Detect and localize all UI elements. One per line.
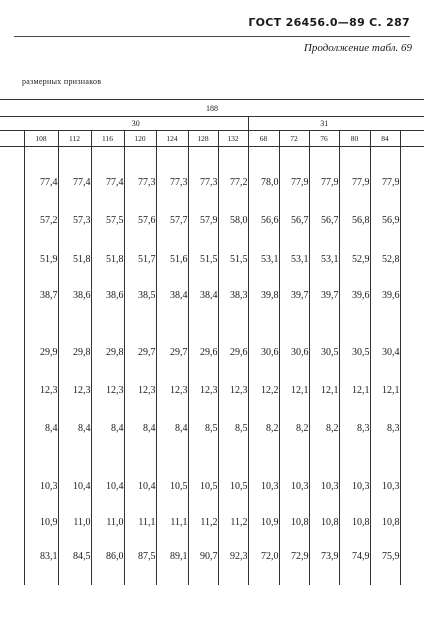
table-subtitle: размерных признаков [22,77,102,86]
table-cell: 87,5 [138,551,156,562]
table-cell: 10,3 [382,481,400,492]
data-column [309,147,339,586]
table-cell: 30,6 [261,347,279,358]
table-cell: 72,0 [261,551,279,562]
table-cell: 73,9 [321,551,339,562]
table-cell: 56,6 [261,215,279,226]
data-column [339,147,370,586]
table-cell: 10,3 [321,481,339,492]
column-header: 124 [156,131,188,147]
column-header: 132 [218,131,248,147]
table-cell: 10,9 [40,517,58,528]
table-cell: 51,8 [73,254,91,265]
table-cell: 8,3 [357,423,370,434]
table-cell: 10,4 [138,481,156,492]
table-cell: 29,9 [40,347,58,358]
table-cell: 12,3 [106,385,124,396]
table-cell: 12,3 [138,385,156,396]
table-cell: 12,2 [261,385,279,396]
data-column [279,147,309,586]
table-cell: 57,7 [170,215,188,226]
table-cell: 8,4 [78,423,91,434]
table-cell: 29,7 [170,347,188,358]
height-header-row [0,100,424,117]
table-cell: 8,4 [175,423,188,434]
table-cell: 51,7 [138,254,156,265]
table-cell: 10,4 [73,481,91,492]
table-cell: 38,3 [230,290,248,301]
data-column [370,147,400,586]
table-cell: 77,3 [170,177,188,188]
table-cell: 77,9 [382,177,400,188]
column-header: 72 [279,131,309,147]
table-cell: 75,9 [382,551,400,562]
table-cell: 10,5 [230,481,248,492]
table-cell: 58,0 [230,215,248,226]
header-rule [14,36,410,37]
table-cell: 38,7 [40,290,58,301]
column-header-row [0,131,424,147]
table-cell: 57,5 [106,215,124,226]
group-header-31: 31 [248,117,400,131]
table-cell: 52,8 [382,254,400,265]
table-cell: 72,9 [291,551,309,562]
column-header: 120 [124,131,156,147]
row-label-cell [0,131,24,147]
table-cell: 77,3 [200,177,218,188]
table-cell: 8,2 [266,423,279,434]
table-cell: 10,8 [321,517,339,528]
row-label-cell [400,131,424,147]
table-cell: 11,2 [200,517,218,528]
table-cell: 38,4 [170,290,188,301]
data-column [24,147,58,586]
table-cell: 8,5 [205,423,218,434]
table-cell: 38,6 [73,290,91,301]
data-column [188,147,218,586]
table-cell: 12,3 [230,385,248,396]
column-header: 80 [339,131,370,147]
table-cell: 8,4 [111,423,124,434]
group-header-30: 30 [24,117,248,131]
table-cell: 30,5 [321,347,339,358]
table-cell: 51,9 [40,254,58,265]
table-cell: 12,3 [200,385,218,396]
table-cell: 12,1 [321,385,339,396]
table-cell: 10,8 [291,517,309,528]
column-header: 76 [309,131,339,147]
table-cell: 56,9 [382,215,400,226]
table-cell: 10,3 [261,481,279,492]
table-cell: 77,9 [352,177,370,188]
table-cell: 77,4 [40,177,58,188]
data-column [91,147,124,586]
table-cell: 77,2 [230,177,248,188]
column-header: 108 [24,131,58,147]
column-header: 116 [91,131,124,147]
table-cell: 11,0 [106,517,124,528]
data-column [124,147,156,586]
table-cell: 29,6 [200,347,218,358]
table-cell: 10,9 [261,517,279,528]
table-cell: 8,5 [235,423,248,434]
table-cell: 8,4 [143,423,156,434]
table-cell: 30,4 [382,347,400,358]
table-cell: 11,1 [170,517,188,528]
table-cell: 57,9 [200,215,218,226]
table-cell: 53,1 [321,254,339,265]
table-cell: 38,6 [106,290,124,301]
table-cell: 39,8 [261,290,279,301]
table-cell: 10,3 [352,481,370,492]
column-header: 112 [58,131,91,147]
table-cell: 57,6 [138,215,156,226]
table-cell: 12,1 [382,385,400,396]
table-cell: 12,3 [170,385,188,396]
height-header: 188 [24,100,400,117]
table-cell: 57,2 [40,215,58,226]
data-column [156,147,188,586]
table-cell: 77,9 [291,177,309,188]
table-cell: 38,5 [138,290,156,301]
table-cell: 51,5 [230,254,248,265]
group-header-row [0,117,424,131]
table-cell: 84,5 [73,551,91,562]
row-label-cell [0,147,24,586]
table-continuation-label: Продолжение табл. 69 [303,42,412,54]
table-cell: 39,7 [321,290,339,301]
data-table [0,99,424,585]
table-cell: 53,1 [291,254,309,265]
document-reference: ГОСТ 26456.0—89 С. 287 [248,16,410,29]
table-cell: 39,7 [291,290,309,301]
table-cell: 77,3 [138,177,156,188]
table-cell: 53,1 [261,254,279,265]
table-cell: 83,1 [40,551,58,562]
table-cell: 11,1 [138,517,156,528]
table-cell: 86,0 [106,551,124,562]
table-cell: 39,6 [382,290,400,301]
table-cell: 56,7 [291,215,309,226]
table-cell: 77,4 [106,177,124,188]
table-cell: 8,2 [296,423,309,434]
table-cell: 8,2 [326,423,339,434]
table-cell: 12,1 [352,385,370,396]
column-header: 84 [370,131,400,147]
table-cell: 89,1 [170,551,188,562]
table-cell: 10,3 [291,481,309,492]
table-cell: 29,8 [106,347,124,358]
data-column [218,147,248,586]
table-cell: 74,9 [352,551,370,562]
table-cell: 10,5 [200,481,218,492]
table-cell: 10,8 [382,517,400,528]
table-cell: 12,3 [40,385,58,396]
table-cell: 10,4 [106,481,124,492]
table-cell: 57,3 [73,215,91,226]
table-cell: 51,8 [106,254,124,265]
table-cell: 10,3 [40,481,58,492]
table-cell: 10,8 [352,517,370,528]
table-cell: 78,0 [261,177,279,188]
table-cell: 11,2 [230,517,248,528]
table-cell: 12,1 [291,385,309,396]
table-cell: 39,6 [352,290,370,301]
table-cell: 12,3 [73,385,91,396]
table-cell: 56,8 [352,215,370,226]
table-cell: 90,7 [200,551,218,562]
table-cell: 77,9 [321,177,339,188]
column-header: 68 [248,131,279,147]
table-cell: 30,5 [352,347,370,358]
data-column [248,147,279,586]
table-cell: 30,6 [291,347,309,358]
table-cell: 77,4 [73,177,91,188]
table-cell: 29,7 [138,347,156,358]
table-cell: 52,9 [352,254,370,265]
table-cell: 56,7 [321,215,339,226]
data-body-row [0,147,424,586]
table-cell: 8,3 [387,423,400,434]
table-cell: 38,4 [200,290,218,301]
table-cell: 51,5 [200,254,218,265]
row-label-cell [400,147,424,586]
table-cell: 8,4 [45,423,58,434]
table-cell: 11,0 [73,517,91,528]
data-column [58,147,91,586]
table-cell: 51,6 [170,254,188,265]
table-cell: 10,5 [170,481,188,492]
table-cell: 29,6 [230,347,248,358]
column-header: 128 [188,131,218,147]
table-cell: 92,3 [230,551,248,562]
table-cell: 29,8 [73,347,91,358]
